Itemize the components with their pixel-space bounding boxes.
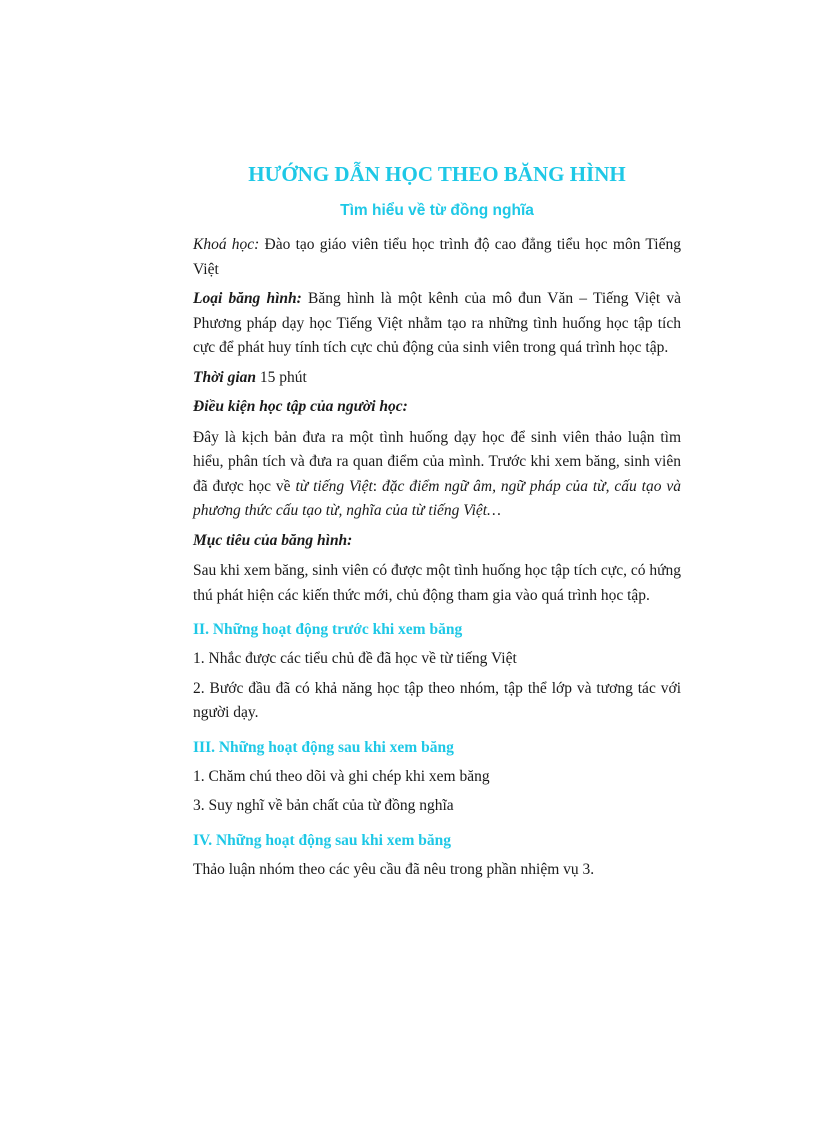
section-4-text: Thảo luận nhóm theo các yêu cầu đã nêu trong phần nhiệm vụ 3. [193,860,595,878]
conditions-text-c: … [487,502,501,519]
document-subtitle: Tìm hiểu về từ đồng nghĩa [340,202,534,219]
section-4-heading: IV. Những hoạt động sau khi xem băng [193,831,451,849]
conditions-text-b: : [372,477,382,495]
course-label: Khoá học: [193,236,260,253]
section-2-heading: II. Những hoạt động trước khi xem băng [193,621,463,638]
section-2-list [193,647,681,726]
list-item: 2. Bước đầu đã có khả năng học tập theo nhóm, tập thể lớp và tương tác với người dạy. [193,679,681,721]
duration-paragraph [193,366,681,391]
section-3-heading: III. Những hoạt động sau khi xem băng [193,738,454,756]
conditions-label: Điều kiện học tập của người học: [193,398,408,415]
video-type-label: Loại băng hình: [193,290,302,307]
list-item: 1. Chăm chú theo dõi và ghi chép khi xem băng [193,767,490,785]
conditions-heading [193,395,681,420]
objectives-heading [193,529,681,554]
conditions-italic-2: đặc điểm ngữ âm, ngữ pháp của từ, cấu tạo và phương thức cấu tạo từ, nghĩa của từ tiếng Việt [193,477,681,519]
duration-label: Thời gian [193,368,257,386]
document-content [193,160,681,882]
conditions-paragraph [193,426,681,524]
conditions-italic-1: từ tiếng Việt [295,477,373,495]
list-item: 3. Suy nghĩ về bản chất của từ đồng nghĩa [193,797,454,814]
video-type-paragraph [193,287,681,361]
list-item: 1. Nhắc được các tiểu chủ đề đã học về từ tiếng Việt [193,650,517,667]
objectives-paragraph: Sau khi xem băng, sinh viên có được một tình huống học tập tích cực, có hứng thú phát hiện các kiến thức mới, chủ động tham gia vào quá trình học tập. [193,562,681,604]
conditions-text-a: Đây là kịch bản đưa ra một tình huống dạy học để sinh viên thảo luận tìm hiểu, phân tích và đưa ra quan điểm của mình. Trước khi xem băng, sinh viên đã được học về [193,428,681,495]
duration-text: 15 phút [256,368,307,386]
course-text: Đào tạo giáo viên tiểu học trình độ cao đẳng tiểu học môn Tiếng Việt [193,236,681,278]
document-title: HƯỚNG DẪN HỌC THEO BĂNG HÌNH [248,162,626,186]
video-type-text: Băng hình là một kênh của mô đun Văn – Tiếng Việt và Phương pháp dạy học Tiếng Việt nhằm tạo ra những tình huống học tập tích cực để phát huy tính tích cực chủ động của sinh viên trong quá trình học tập. [193,290,681,356]
objectives-label: Mục tiêu của băng hình: [193,531,353,549]
section-4-list [193,858,681,883]
course-paragraph [193,233,681,282]
section-3-list [193,765,681,819]
